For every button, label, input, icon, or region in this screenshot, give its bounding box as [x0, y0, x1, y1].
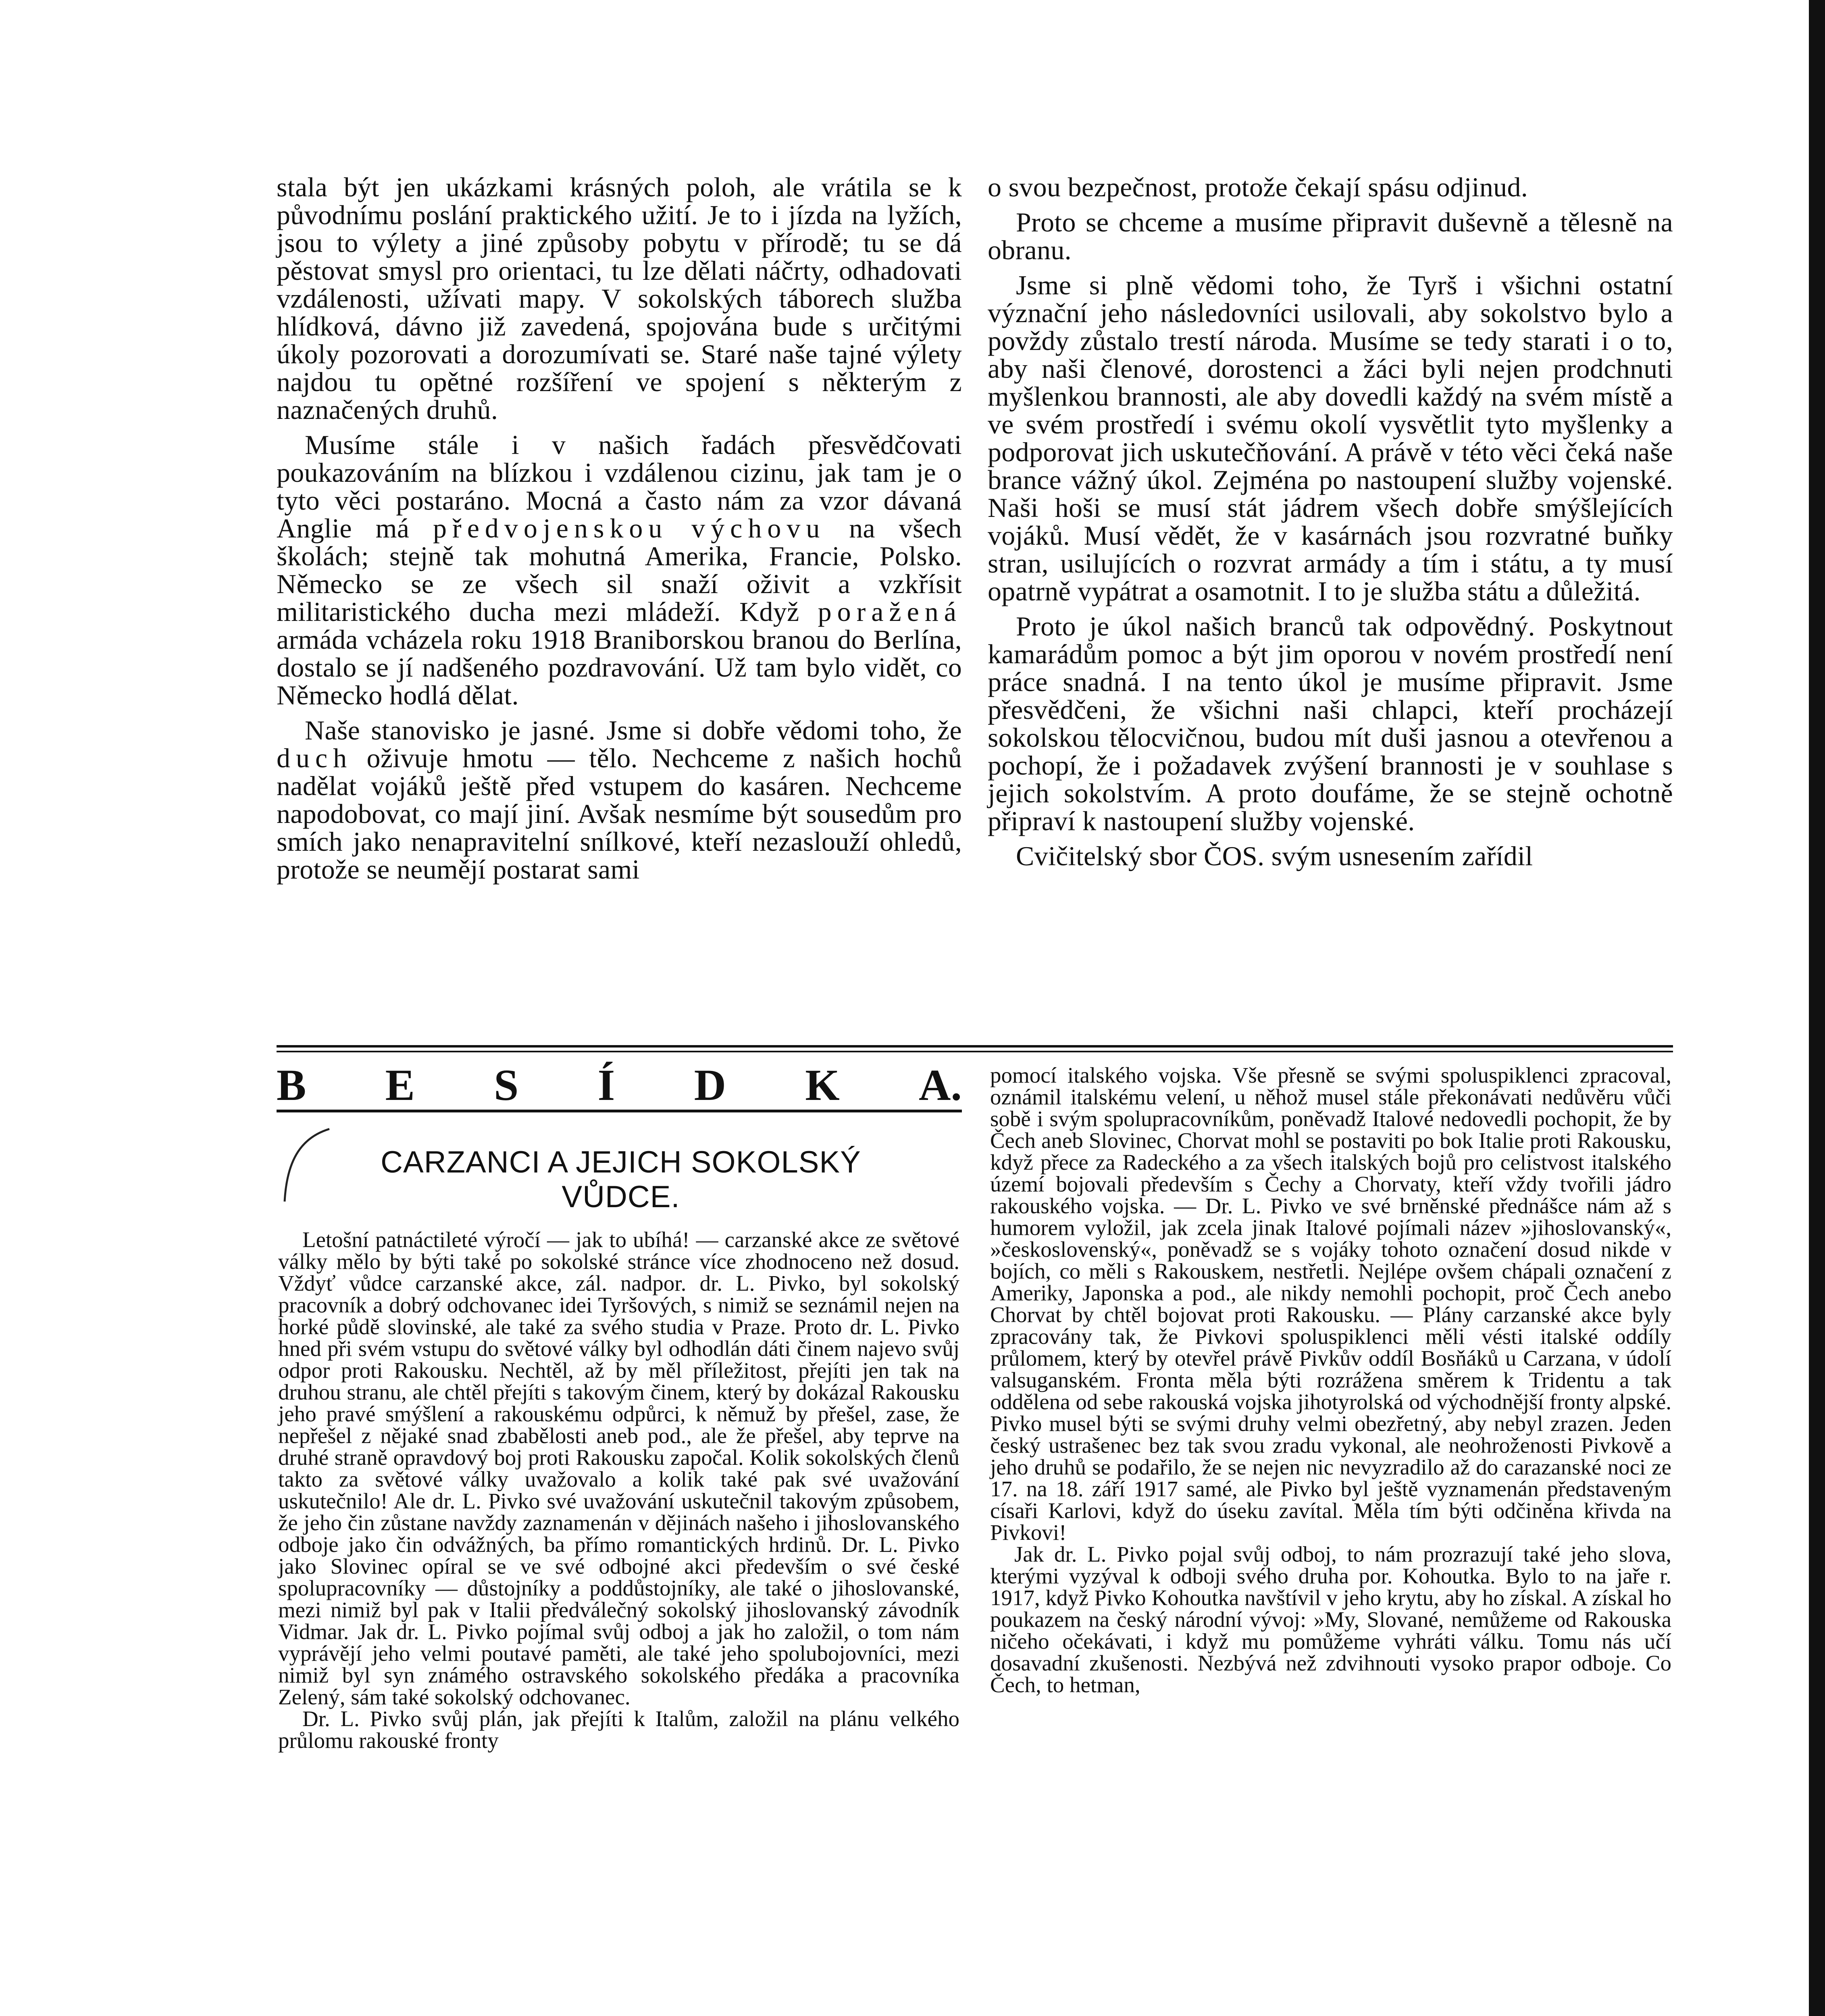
paragraph: Proto se chceme a musíme připravit duševně a tělesně na obranu.	[988, 207, 1673, 265]
heading-letter: E	[385, 1060, 415, 1110]
paragraph: Dr. L. Pivko svůj plán, jak přejíti k Italům, založil na plánu velkého průlomu rakouské fronty	[278, 1706, 959, 1753]
paragraph: Letošní patnáctileté výročí — jak to ubíhá! — carzanské akce ze světové války mělo by býti také po sokolské stránce více zhodnoceno než dosud. Vždyť vůdce carzanské akce, zál. nadpor. dr. L. Pivko, byl sokolský pracovník a dobrý odchovanec idei Tyršových, s nimiž se seznámil nejen na horké půdě slovinské, ale také za svého studia v Praze. Proto dr. L. Pivko hned při svém vstupu do světové války byl odhodlán dáti činem najevo svůj odpor proti Rakousku. Nechtěl, až by měl příležitost, přejíti jen tak na druhou stranu, ale chtěl přejíti s takovým činem, který by dokázal Rakousku jeho pravé smýšlení a rakouskému odpůrci, k němuž by přešel, zase, že nepřešel z nějaké snad zbabělosti aneb pod., ale že přešel, aby teprve na druhé straně opravdový boj proti Rakousku započal. Kolik sokolských členů takto za světové války uvažovalo a kolik také pak své uvažování uskutečnilo! Ale dr. L. Pivko své uvažování uskutečnil takovým způsobem, že jeho čin zůstane navždy zaznamenán v dějinách našeho i jihoslovanského odboje jako čin odvážných, ba přímo romantických hrdinů. Dr. L. Pivko jako Slovinec opíral se ve své odbojné akci především o své české spolupracovníky — důstojníky a poddůstojníky, ale také o jihoslovanské, mezi nimiž byl pak v Italii předválečný sokolský jihoslovanský závodník Vidmar. Jak dr. L. Pivko pojímal svůj odboj a jak ho založil, o tom nám vyprávějí jeho velmi poutavé paměti, ale také jeho spolubojovníci, mezi nimiž byl syn známého ostravského sokolského předáka a pracovníka Zelený, sám také sokolský odchovanec.	[278, 1227, 959, 1709]
article-column-right	[988, 173, 1673, 877]
story-title: CARZANCI A JEJICH SOKOLSKÝ VŮDCE.	[381, 1145, 861, 1214]
emphasis: duch	[277, 743, 353, 773]
paragraph: Jsme si plně vědomi toho, že Tyrš i všichni ostatní význační jeho následovníci usilovali, aby sokolstvo bylo a povždy zůstalo trestí národa. Musíme se tedy starati i o to, aby naši členové, dorostenci a žáci byli nejen prodchnuti myšlenkou brannosti, ale aby dovedli každý na svém místě a ve svém prostředí i svému okolí vysvětlit tyto myšlenky a podporovat jich uskutečňování. A právě v této věci čeká naše brance vážný úkol. Zejména po nastoupení služby vojenské. Naši hoši se musí stát jádrem všech dobře smýšlejících vojáků. Musí vědět, že v kasárnách jsou rozvratné buňky stran, usilujících o rozvrat armády a tím i státu, a ty musí opatrně vypátrat a osamotnit. I to je služba státu a důležitá.	[988, 270, 1673, 606]
emphasis: předvojenskou	[433, 513, 668, 544]
paragraph: Musíme stále i v našich řadách přesvědčovati poukazováním na blízkou i vzdálenou cizinu, jak tam je o tyto věci postaráno. Mocná a často nám za vzor dávaná Anglie má předvojenskou výchovu na všech školách; stejně tak mohutná Amerika, Francie, Polsko. Německo se ze všech sil snaží oživit a vzkřísit militaristického ducha mezi mládeží. Když poražená armáda vcházela roku 1918 Braniborskou branou do Berlína, dostalo se jí nadšeného pozdravování. Už tam bylo vidět, co Německo hodlá dělat.	[277, 429, 962, 710]
heading-letter: S	[494, 1060, 519, 1110]
story-column-left	[278, 1229, 959, 1752]
scan-edge	[1809, 0, 1825, 2016]
paragraph: Cvičitelský sbor ČOS. svým usnesením zařídil	[1016, 841, 1533, 871]
heading-letter: A.	[918, 1060, 962, 1110]
section-divider	[277, 1045, 1673, 1048]
heading-letter: B	[277, 1060, 306, 1110]
emphasis: poražená	[818, 596, 962, 627]
story-column-right	[990, 1064, 1671, 1696]
paragraph: Jak dr. L. Pivko pojal svůj odboj, to nám prozrazují také jeho slova, kterými vyzýval k odboji svého druha por. Kohoutka. Bylo to na jaře r. 1917, když Pivko Kohoutka navštívil v jeho krytu, aby ho získal. A získal ho poukazem na český národní vývoj: »My, Slované, nemůžeme od Rakouska ničeho očekávati, i když mu pomůžeme vyhráti válku. Tomu nás učí dosavadní zkušenosti. Nezbývá než zdvihnouti vysoko prapor odboje. Co Čech, to hetman,	[990, 1542, 1671, 1697]
paragraph: Proto je úkol našich branců tak odpovědný. Poskytnout kamarádům pomoc a být jim oporou v novém prostředí není práce snadná. I na tento úkol je musíme připravit. Jsme přesvědčeni, že všichni naši chlapci, kteří procházejí sokolskou tělocvičnou, budou mít duši jasnou a otevřenou a pochopí, že i požadavek zvýšení brannosti je v souhlase s jejich sokolstvím. A proto doufáme, že se stejně ochotně připraví k nastoupení služby vojenské.	[988, 611, 1673, 836]
heading-letter: D	[694, 1060, 726, 1110]
section-divider	[277, 1051, 1673, 1052]
paragraph: o svou bezpečnost, protože čekají spásu odjinud.	[988, 172, 1528, 202]
heading-letter: Í	[597, 1060, 615, 1110]
paragraph: Naše stanovisko je jasné. Jsme si dobře vědomi toho, že duch oživuje hmotu — tělo. Nechceme z našich hochů nadělat vojáků ještě před vstupem do kasáren. Nechceme napodobovat, co mají jiní. Avšak nesmíme být sousedům pro smích jako nenapravitelní snílkové, kteří nezaslouží ohledů, protože se neumějí postarat sami	[277, 715, 962, 885]
heading-underline	[277, 1110, 962, 1112]
emphasis: výchovu	[691, 513, 826, 544]
paragraph: pomocí italského vojska. Vše přesně se svými spoluspiklenci zpracoval, oznámil italskému velení, u něhož musel stále překonávati nedůvěru vůči sobě i svým spolupracovníkům, poněvadž Italové nedovedli pochopit, že by Čech aneb Slovinec, Chorvat mohl se postaviti po bok Italie proti Rakousku, když přece za Radeckého a za všech italských bojů pro celistvost italského území bojovali především s Čechy a Chorvaty, kteří vždy tvořili jádro rakouského vojska. — Dr. L. Pivko ve své brněnské přednášce nám až s humorem vyložil, jak zcela jinak Italové pojímali název »jihoslovanský«, »československý«, poněvadž se s vojáky tohoto označení dosud nikde v bojích, co měli s Rakouskem, nestřetli. Nejlépe ovšem chápali označení z Ameriky, Japonska a pod., ale nikdy nemohli pochopit, proč Čech anebo Chorvat by chtěl bojovat proti Rakousku. — Plány carzanské akce byly zpracovány tak, že Pivkovi spoluspiklenci měli vésti italské oddíly průlomem, který by otevřel právě Pivkův oddíl Bosňáků u Carzana, v údolí valsuganském. Fronta měla býti rozrážena směrem k Tridentu a tak oddělena od sebe rakouská vojska jihotyrolská od východnější fronty alpské. Pivko musel býti se svými druhy velmi obezřetný, aby nebyl zrazen. Jeden český ustrašenec bez tak svou zradu vykonal, ale neohroženosti Pivkově a jeho druhů se podařilo, že se nejen nic nevyzradilo až do carazanské noci ze 17. na 18. září 1917 samé, ale Pivko byl ještě vyznamenán představeným císaři Karlovi, když do úseku zavítal. Měla tím býti odčiněna křivda na Pivkovi!	[990, 1063, 1671, 1545]
article-column-left	[277, 173, 962, 891]
section-heading	[277, 1060, 962, 1110]
heading-letter: K	[805, 1060, 840, 1110]
paragraph: stala být jen ukázkami krásných poloh, ale vrátila se k původnímu poslání praktického užití. Je to i jízda na lyžích, jsou to výlety a jiné způsoby pobytu v přírodě; tu se dá pěstovat smysl pro orientaci, tu lze dělati náčrty, odhadovati vzdálenosti, užívati mapy. V sokolských táborech služba hlídková, dávno již zavedená, spojována bude s určitými úkoly pozorovati a dorozumívati se. Staré naše tajné výlety najdou tu opětné rozšíření ve spojení s některým z naznačených druhů.	[277, 172, 962, 425]
